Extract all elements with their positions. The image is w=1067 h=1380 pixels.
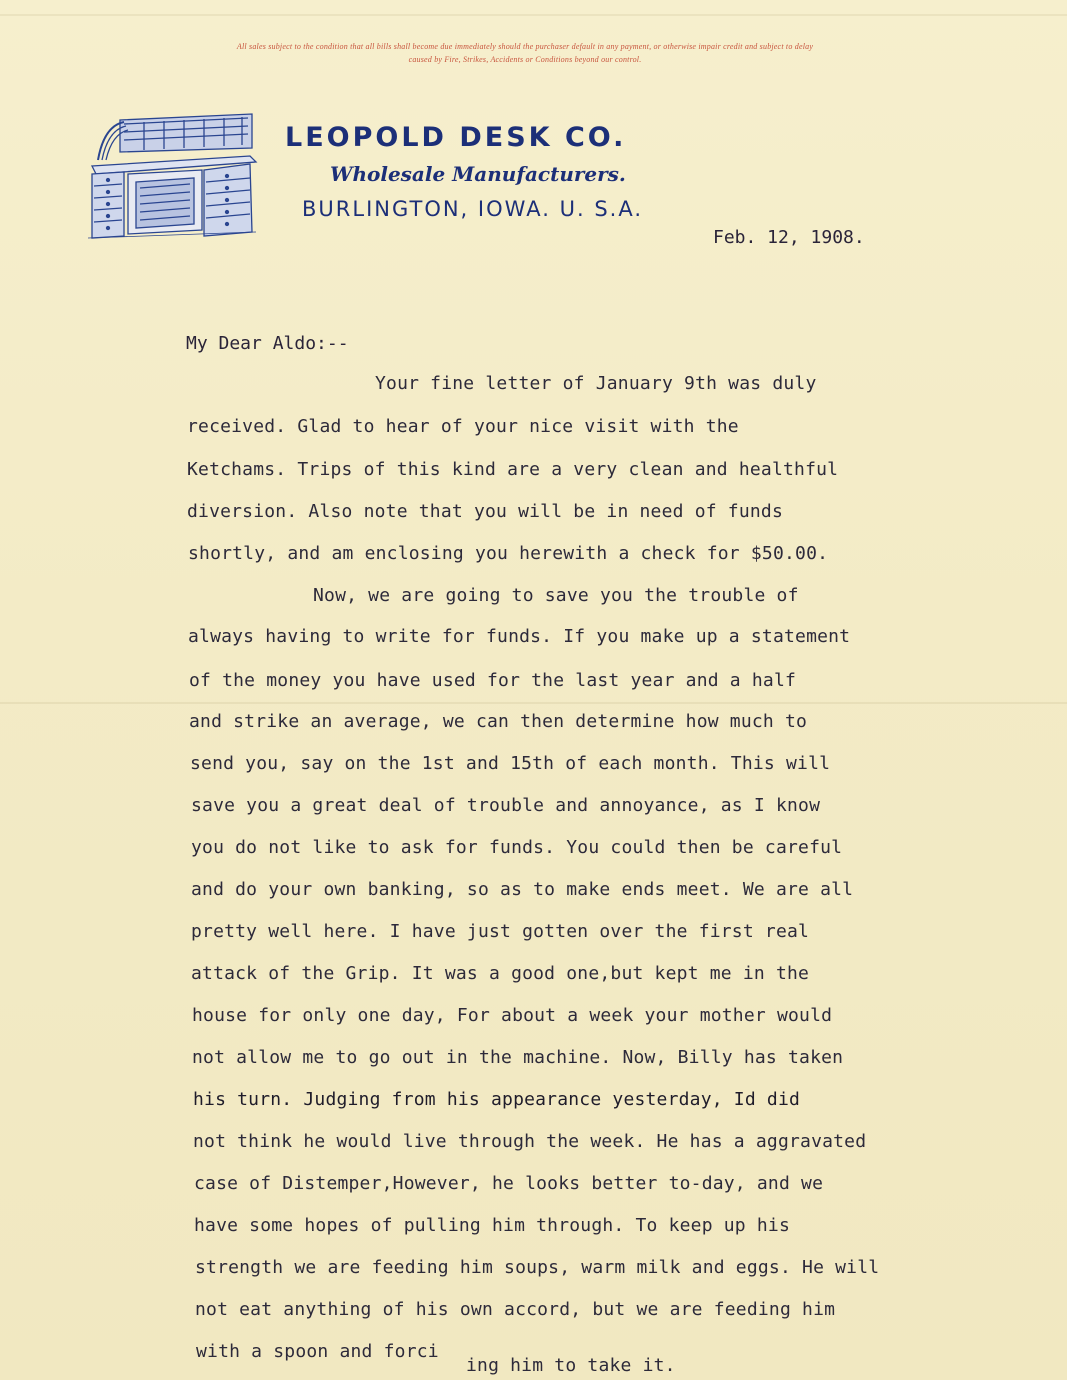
letter-line: attack of the Grip. It was a good one,but kept me in the — [191, 963, 810, 984]
paper-fold-line — [0, 14, 1067, 16]
roll-top-desk-icon — [84, 108, 260, 240]
letter-line: and do your own banking, so as to make ends meet. We are all — [191, 879, 854, 900]
letter-line: pretty well here. I have just gotten over the first real — [191, 921, 810, 942]
letter-date: Feb. 12, 1908. — [713, 227, 865, 248]
letter-line: with a spoon and forci — [196, 1341, 439, 1362]
letter-line: case of Distemper,However, he looks better to-day, and we — [194, 1173, 824, 1194]
letter-line: ing him to take it. — [466, 1355, 676, 1376]
letter-line: strength we are feeding him soups, warm milk and eggs. He will — [195, 1257, 880, 1278]
letter-line: diversion. Also note that you will be in need of funds — [187, 501, 783, 522]
letter-line: his turn. Judging from his appearance yesterday, Id did — [193, 1089, 801, 1110]
company-name: LEOPOLD DESK CO. — [285, 122, 627, 153]
paper-fold-line — [0, 702, 1067, 704]
letter-line: Ketchams. Trips of this kind are a very clean and healthful — [187, 459, 839, 480]
letter-line: shortly, and am enclosing you herewith a check for $50.00. — [188, 543, 829, 564]
letter-line: send you, say on the 1st and 15th of each month. This will — [190, 753, 831, 774]
letter-line: always having to write for funds. If you make up a statement — [188, 626, 851, 647]
letterhead-disclaimer — [120, 40, 930, 66]
company-location: BURLINGTON, IOWA. U. S.A. — [302, 197, 643, 221]
letter-line: Now, we are going to save you the trouble of — [313, 585, 799, 606]
company-tagline: Wholesale Manufacturers. — [330, 162, 626, 186]
letter-line: received. Glad to hear of your nice visit with the — [187, 416, 739, 437]
disclaimer-line: All sales subject to the condition that all bills shall become due immediately should the purchaser default in any payment, or otherwise impair credit and subject to delay — [236, 42, 814, 51]
letter-line: you do not like to ask for funds. You could then be careful — [191, 837, 843, 858]
letter-line: of the money you have used for the last year and a half — [189, 670, 797, 691]
letter-line: not think he would live through the week. He has a aggravated — [193, 1131, 867, 1152]
letter-line: save you a great deal of trouble and annoyance, as I know — [191, 795, 821, 816]
letter-line: not eat anything of his own accord, but we are feeding him — [195, 1299, 836, 1320]
letter-line: not allow me to go out in the machine. Now, Billy has taken — [192, 1047, 844, 1068]
letter-line: and strike an average, we can then determine how much to — [189, 711, 808, 732]
letter-line: house for only one day, For about a week your mother would — [192, 1005, 833, 1026]
letter-line: have some hopes of pulling him through. To keep up his — [194, 1215, 790, 1236]
letter-line: Your fine letter of January 9th was duly — [375, 373, 817, 394]
disclaimer-line: caused by Fire, Strikes, Accidents or Conditions beyond our control. — [408, 55, 642, 64]
salutation: My Dear Aldo:-- — [186, 333, 349, 354]
